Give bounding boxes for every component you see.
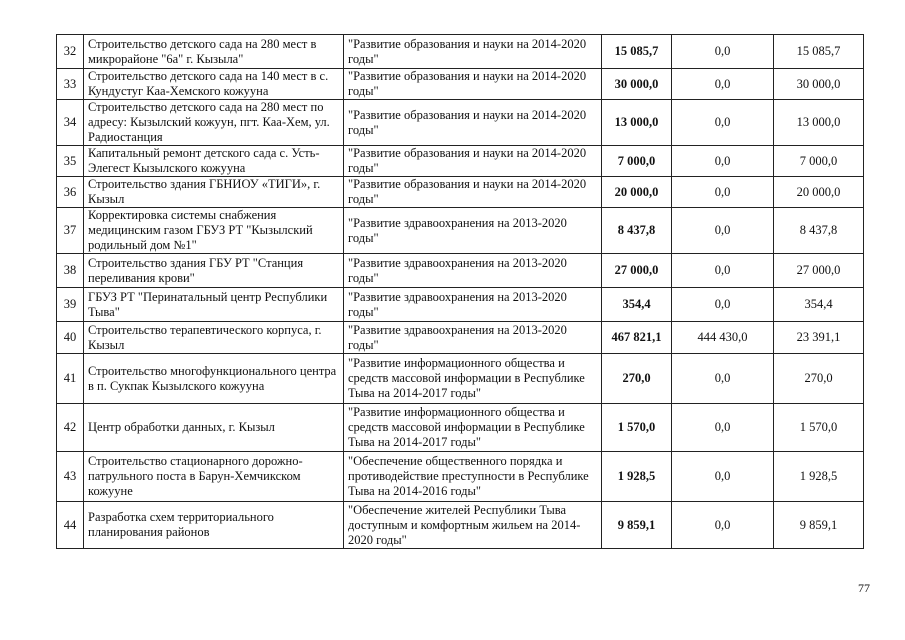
cell-federal: 0,0 (672, 69, 774, 100)
cell-name: Строительство терапевтического корпуса, г. Кызыл (84, 322, 344, 354)
cell-program: "Развитие здравоохранения на 2013-2020 годы" (344, 208, 602, 254)
cell-name: Центр обработки данных, г. Кызыл (84, 404, 344, 452)
cell-total: 15 085,7 (602, 35, 672, 69)
cell-regional: 20 000,0 (774, 177, 864, 208)
cell-regional: 23 391,1 (774, 322, 864, 354)
cell-total: 30 000,0 (602, 69, 672, 100)
cell-program: "Обеспечение жителей Республики Тыва доступным и комфортным жильем на 2014-2020 годы" (344, 502, 602, 549)
table-row (57, 254, 864, 288)
cell-federal: 0,0 (672, 354, 774, 404)
cell-total: 8 437,8 (602, 208, 672, 254)
cell-federal: 0,0 (672, 35, 774, 69)
cell-total: 1 570,0 (602, 404, 672, 452)
cell-regional: 7 000,0 (774, 146, 864, 177)
table-row (57, 35, 864, 69)
cell-name: Строительство детского сада на 280 мест в микрорайоне "6а" г. Кызыла" (84, 35, 344, 69)
cell-num: 39 (57, 288, 84, 322)
page-number: 77 (858, 581, 870, 595)
cell-name: Строительство здания ГБНИОУ «ТИГИ», г. Кызыл (84, 177, 344, 208)
cell-total: 27 000,0 (602, 254, 672, 288)
cell-program: "Развитие информационного общества и средств массовой информации в Республике Тыва на 2014-2017 годы" (344, 354, 602, 404)
cell-federal: 0,0 (672, 452, 774, 502)
table-row (57, 354, 864, 404)
cell-program: "Обеспечение общественного порядка и противодействие преступности в Республике Тыва на 2014-2016 годы" (344, 452, 602, 502)
table-row (57, 69, 864, 100)
cell-program: "Развитие образования и науки на 2014-2020 годы" (344, 146, 602, 177)
table-row (57, 288, 864, 322)
cell-federal: 0,0 (672, 146, 774, 177)
cell-num: 41 (57, 354, 84, 404)
cell-program: "Развитие информационного общества и средств массовой информации в Республике Тыва на 2014-2017 годы" (344, 404, 602, 452)
cell-name: Строительство многофункционального центра в п. Сукпак Кызылского кожууна (84, 354, 344, 404)
cell-regional: 9 859,1 (774, 502, 864, 549)
table-row (57, 502, 864, 549)
table-row (57, 404, 864, 452)
cell-num: 37 (57, 208, 84, 254)
cell-regional: 30 000,0 (774, 69, 864, 100)
cell-total: 1 928,5 (602, 452, 672, 502)
cell-program: "Развитие здравоохранения на 2013-2020 годы" (344, 254, 602, 288)
table-row (57, 322, 864, 354)
cell-name: Корректировка системы снабжения медицинским газом ГБУЗ РТ "Кызылский родильный дом №1" (84, 208, 344, 254)
cell-regional: 354,4 (774, 288, 864, 322)
cell-total: 7 000,0 (602, 146, 672, 177)
cell-program: "Развитие образования и науки на 2014-2020 годы" (344, 35, 602, 69)
table-row (57, 146, 864, 177)
cell-total: 13 000,0 (602, 100, 672, 146)
cell-num: 44 (57, 502, 84, 549)
table-row (57, 208, 864, 254)
cell-federal: 0,0 (672, 404, 774, 452)
cell-federal: 0,0 (672, 254, 774, 288)
cell-name: Строительство здания ГБУ РТ "Станция переливания крови" (84, 254, 344, 288)
table-row (57, 177, 864, 208)
cell-program: "Развитие здравоохранения на 2013-2020 годы" (344, 322, 602, 354)
cell-federal: 0,0 (672, 502, 774, 549)
cell-regional: 270,0 (774, 354, 864, 404)
cell-num: 38 (57, 254, 84, 288)
cell-program: "Развитие здравоохранения на 2013-2020 годы" (344, 288, 602, 322)
cell-total: 20 000,0 (602, 177, 672, 208)
cell-regional: 15 085,7 (774, 35, 864, 69)
cell-federal: 0,0 (672, 208, 774, 254)
cell-federal: 0,0 (672, 288, 774, 322)
cell-federal: 0,0 (672, 100, 774, 146)
cell-total: 9 859,1 (602, 502, 672, 549)
table-row (57, 452, 864, 502)
cell-total: 467 821,1 (602, 322, 672, 354)
cell-total: 354,4 (602, 288, 672, 322)
cell-total: 270,0 (602, 354, 672, 404)
cell-federal: 444 430,0 (672, 322, 774, 354)
cell-name: Строительство стационарного дорожно-патрульного поста в Барун-Хемчикском кожууне (84, 452, 344, 502)
table-body (57, 35, 864, 549)
cell-num: 36 (57, 177, 84, 208)
cell-name: Разработка схем территориального планирования районов (84, 502, 344, 549)
cell-name: Строительство детского сада на 280 мест по адресу: Кызылский кожуун, пгт. Каа-Хем, ул. Радиостанция (84, 100, 344, 146)
cell-name: ГБУЗ РТ "Перинатальный центр Республики Тыва" (84, 288, 344, 322)
cell-program: "Развитие образования и науки на 2014-2020 годы" (344, 177, 602, 208)
cell-regional: 8 437,8 (774, 208, 864, 254)
cell-regional: 27 000,0 (774, 254, 864, 288)
cell-num: 40 (57, 322, 84, 354)
cell-num: 34 (57, 100, 84, 146)
cell-num: 35 (57, 146, 84, 177)
budget-table (56, 34, 864, 549)
cell-federal: 0,0 (672, 177, 774, 208)
cell-regional: 1 928,5 (774, 452, 864, 502)
cell-name: Капитальный ремонт детского сада с. Усть-Элегест Кызылского кожууна (84, 146, 344, 177)
cell-name: Строительство детского сада на 140 мест в с. Кундустуг Каа-Хемского кожууна (84, 69, 344, 100)
cell-program: "Развитие образования и науки на 2014-2020 годы" (344, 100, 602, 146)
cell-program: "Развитие образования и науки на 2014-2020 годы" (344, 69, 602, 100)
cell-regional: 1 570,0 (774, 404, 864, 452)
cell-num: 32 (57, 35, 84, 69)
cell-num: 43 (57, 452, 84, 502)
cell-num: 42 (57, 404, 84, 452)
cell-num: 33 (57, 69, 84, 100)
table-row (57, 100, 864, 146)
cell-regional: 13 000,0 (774, 100, 864, 146)
